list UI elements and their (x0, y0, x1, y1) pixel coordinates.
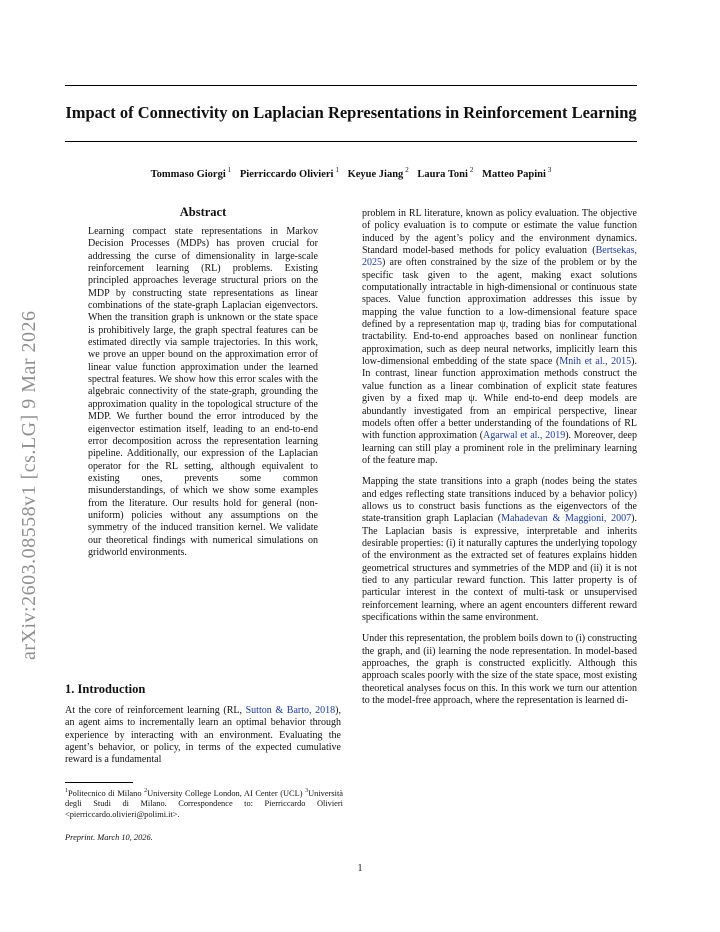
body-paragraph: Mapping the state transitions into a graph (nodes being the states and edges reflecting state transitions induced by a behavior policy) allows us to construct basis functions as the eigenvectors of the state-transition graph Laplacian (Mahadevan & Maggioni, 2007). The Laplacian basis is expressive, interpretable and inherits desirable properties: (i) it naturally captures the underlying topology of the environment as the extracted set of features explains hidden geometrical structures and symmetries of the MDP and (ii) it is not tied to any particular reward function. This latter property is of particular interest in the context of multi-task or unsupervised reinforcement learning, where an agent encounters different reward specifications within the same environment. (362, 476, 638, 623)
author: Matteo Papini $^3$ (482, 166, 552, 180)
citation-link[interactable]: Agarwal et al., 2019 (483, 430, 566, 442)
author: Keyue Jiang $^2$ (347, 166, 409, 180)
body-paragraph: problem in RL literature, known as policy evaluation. The objective of policy evaluation is to compute or estimate the value function induced by the agent’s policy and the environment dynamics. Standard model-based methods for policy evaluation (Bertsekas, 2025) are often constrained by the size of the problem or by the specific task given to the agent, making exact solutions computationally intractable in high-dimensional or continuous state spaces. Value function approximation addresses this issue by mapping the value function to a low-dimensional feature space defined by a representation map ψ, trading bias for computational tractability. End-to-end approaches based on nonlinear function approximation, such as deep neural networks, implicitly learn this low-dimensional embedding of the state space (Mnih et al., 2015). In contrast, linear function approximation methods construct the value function as a linear combination of explicit state features given by a fixed map ψ. While end-to-end deep models are abundantly investigated from an empirical perspective, linear models often offer a better understanding of the foundations of RL with function approximation (Agarwal et al., 2019). Moreover, deep learning can still play a prominent role in the preliminary learning of the feature map. (362, 208, 637, 466)
abstract-heading: Abstract (179, 205, 227, 219)
author: Laura Toni $^2$ (417, 166, 474, 180)
author: Tommaso Giorgi $^1$ (150, 166, 232, 180)
title-top-rule (65, 85, 637, 86)
citation-link[interactable]: Mnih et al., 2015 (559, 356, 632, 368)
introduction-paragraph: At the core of reinforcement learning (RL, Sutton & Barto, 2018), an agent aims to incrementally learn an optimal behavior through experience by interacting with an environment. Evaluating the agent’s behavior, or policy, in terms of the expected cumulative reward is a fundamental (65, 705, 341, 766)
right-column (362, 208, 637, 707)
section-heading-introduction: 1. Introduction (65, 682, 146, 696)
author-list (65, 166, 637, 180)
citation-link[interactable]: Sutton & Barto, 2018 (245, 705, 336, 716)
citation-link[interactable]: Mahadevan & Maggioni, 2007 (501, 513, 632, 525)
citation-link[interactable]: Bertsekas, 2025 (362, 245, 637, 269)
page-number: 1 (357, 863, 363, 874)
body-paragraph: Under this representation, the problem boils down to (i) constructing the graph, and (ii) learning the node representation. In model-based approaches, the graph is constructed explicitly. Although this approach scales poorly with the size of the state space, most existing theoretical analyses focus on this. In this work we turn our attention to the model-free approach, where the representation is learned di- (362, 633, 637, 707)
arxiv-identifier: arXiv:2603.08558v1 [cs.LG] 9 Mar 2026 (18, 310, 40, 660)
affiliations-footnote: $^1$Politecnico di Milano $^2$University College London, AI Center (UCL) $^3$Università degli Studi di Milano. Correspondence to: Pierriccardo Olivieri <pierriccardo.olivieri@polimi.it>. (65, 788, 343, 819)
paper-title: Impact of Connectivity on Laplacian Representations in Reinforcement Learning (65, 103, 637, 122)
author: Pierriccardo Olivieri $^1$ (239, 166, 339, 180)
preprint-date: Preprint. March 10, 2026. (65, 833, 153, 842)
title-bottom-rule (65, 141, 637, 142)
footnote-rule (65, 782, 133, 783)
abstract-text: Learning compact state representations in Markov Decision Processes (MDPs) has proven crucial for addressing the curse of dimensionality in large-scale reinforcement learning (RL) problems. Existing principled approaches leverage structural priors on the MDP by constructing state representations as linear combinations of the state-graph Laplacian eigenvectors. When the transition graph is unknown or the state space is prohibitively large, the graph spectral features can be estimated directly via sample trajectories. In this work, we prove an upper bound on the approximation error of linear value function approximation under the learned spectral features. We show how this error scales with the algebraic connectivity of the state-graph, grounding the approximation quality in the topological structure of the MDP. We further bound the error introduced by the eigenvector estimation itself, leading to an end-to-end error decomposition across the representation learning pipeline. Additionally, our expression of the Laplacian operator for the RL setting, although equivalent to existing ones, prevents some common misunderstandings, of which we show some examples from the literature. Our results hold for general (non-uniform) policies without any assumptions on the symmetry of the induced transition kernel. We validate our theoretical findings with numerical simulations on gridworld environments. (88, 226, 318, 558)
